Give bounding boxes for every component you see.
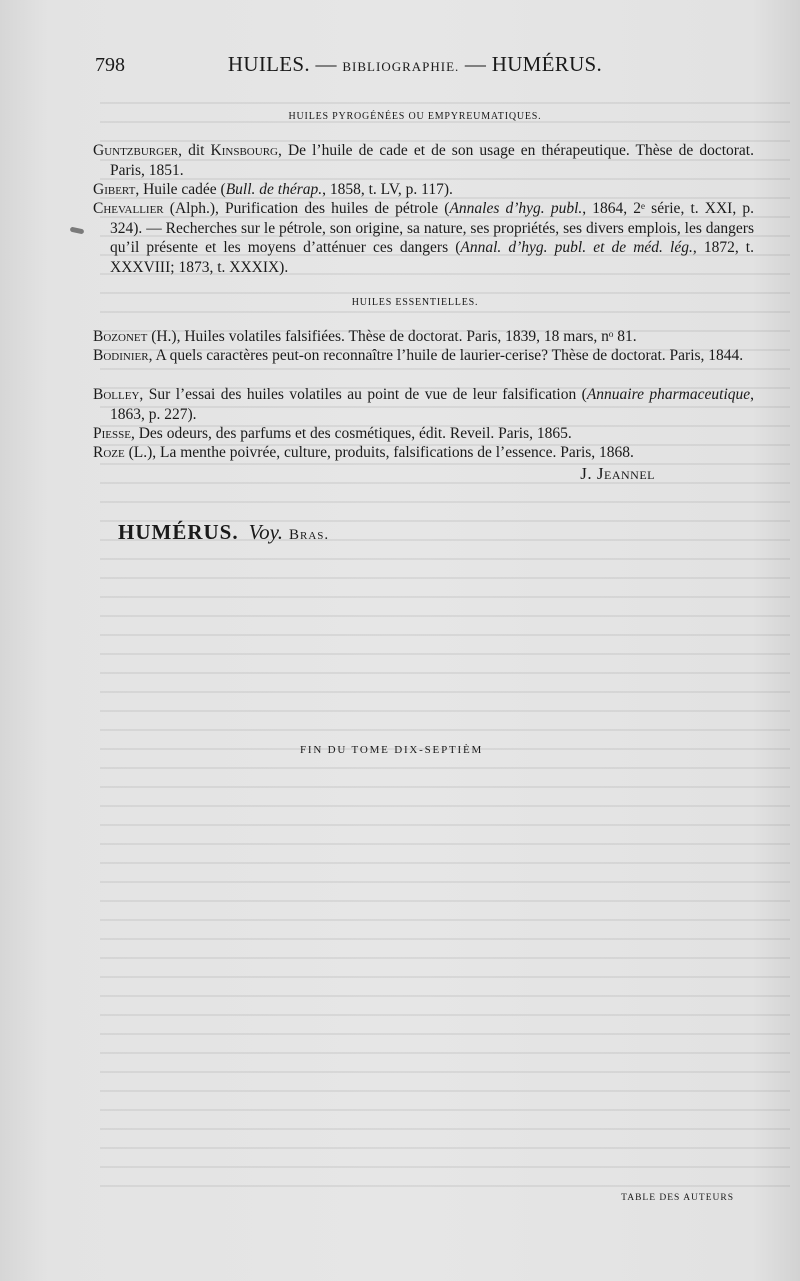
author-name: Bolley bbox=[93, 386, 140, 403]
entry-text: (L.), La menthe poivrée, culture, produits, falsifications de l’essence. Paris, 1868. bbox=[124, 444, 634, 461]
bib-entry-roze bbox=[93, 443, 754, 463]
running-title bbox=[95, 52, 735, 77]
signature-name: Jeannel bbox=[596, 464, 655, 483]
bib-entry-chevallier bbox=[93, 199, 754, 277]
page-number: 798 bbox=[95, 54, 125, 76]
entry-text: , De l’huile de cade et de son usage en thérapeutique. Thèse de doctorat. Paris, 1851. bbox=[110, 142, 754, 179]
bib-entry-bolley bbox=[93, 385, 754, 424]
entry-text: (Alph.), Purification des huiles de pétrole ( bbox=[163, 200, 450, 217]
title-dash-1: — bbox=[315, 52, 337, 76]
author-name: Guntzburger bbox=[93, 142, 179, 159]
author-signature bbox=[95, 464, 655, 484]
entry-text: , 1864, 2ᵉ série, t. XXI, p. 324). — Recherches sur le pétrole, son origine, sa nature, ses propriétés, ses divers emplois, les dangers qu’il présente et les moyens d’atténuer ces dangers ( bbox=[110, 200, 754, 256]
entry-text: , 1858, t. LV, p. 117). bbox=[322, 181, 453, 198]
author-name: Bozonet bbox=[93, 328, 148, 345]
entry-text: , Huile cadée ( bbox=[135, 181, 226, 198]
entry-text: , dit bbox=[178, 142, 211, 159]
journal-title: Annales d’hyg. publ. bbox=[449, 200, 583, 217]
journal-title: Bull. de thérap. bbox=[225, 181, 323, 198]
journal-title: Annuaire pharmaceutique bbox=[586, 386, 751, 403]
end-of-volume-text: FIN DU TOME DIX-SEPTIÈM bbox=[300, 744, 484, 756]
running-header bbox=[95, 52, 735, 82]
bib-entry-bozonet bbox=[93, 327, 754, 347]
section-heading-essentielles: HUILES ESSENTIELLES. bbox=[351, 297, 479, 308]
entry-text: , 1872, t. XXXVIII; 1873, t. XXXIX). bbox=[110, 239, 754, 276]
section-heading-pyrogenees: HUILES PYROGÉNÉES OU EMPYREUMATIQUES. bbox=[288, 111, 542, 122]
entry-text: , Des odeurs, des parfums et des cosmétiques, édit. Reveil. Paris, 1865. bbox=[130, 425, 572, 442]
bib-entry-guntzburger bbox=[93, 141, 754, 180]
entry-text: , 1863, p. 227). bbox=[110, 386, 755, 423]
entry-text: , Sur l’essai des huiles volatiles au point de vue de leur falsification ( bbox=[139, 386, 587, 403]
author-name: Piesse bbox=[93, 425, 131, 442]
title-left: HUILES. bbox=[227, 52, 310, 76]
author-name: Chevallier bbox=[93, 200, 164, 217]
author-name: Roze bbox=[93, 444, 125, 461]
title-right: HUMÉRUS. bbox=[491, 52, 603, 76]
humerus-entry bbox=[118, 520, 329, 545]
title-middle: BIBLIOGRAPHIE. bbox=[342, 59, 460, 74]
title-dash-2: — bbox=[464, 52, 487, 76]
catchword: TABLE DES AUTEURS bbox=[621, 1193, 734, 1203]
author-name: Kinsbourg bbox=[210, 142, 278, 159]
margin-pencil-mark bbox=[70, 227, 85, 235]
author-name: Gibert bbox=[93, 181, 136, 198]
journal-title: Annal. d’hyg. publ. et de méd. lég. bbox=[460, 239, 693, 256]
cross-reference: Bras. bbox=[289, 527, 330, 543]
entry-text: , A quels caractères peut-on reconnaître l’huile de laurier-cerise? Thèse de doctorat. Paris, 1844. bbox=[148, 347, 744, 364]
signature-initial: J. bbox=[580, 464, 593, 483]
entry-text: (H.), Huiles volatiles falsifiées. Thèse de doctorat. Paris, 1839, 18 mars, nᵒ 81. bbox=[147, 328, 637, 345]
voy-reference: Voy. bbox=[248, 520, 284, 544]
headword: HUMÉRUS. bbox=[118, 520, 239, 544]
bib-entry-piesse bbox=[93, 424, 754, 444]
bib-entry-bodinier bbox=[93, 346, 754, 366]
author-name: Bodinier bbox=[93, 347, 149, 364]
bib-entry-gibert bbox=[93, 180, 754, 200]
